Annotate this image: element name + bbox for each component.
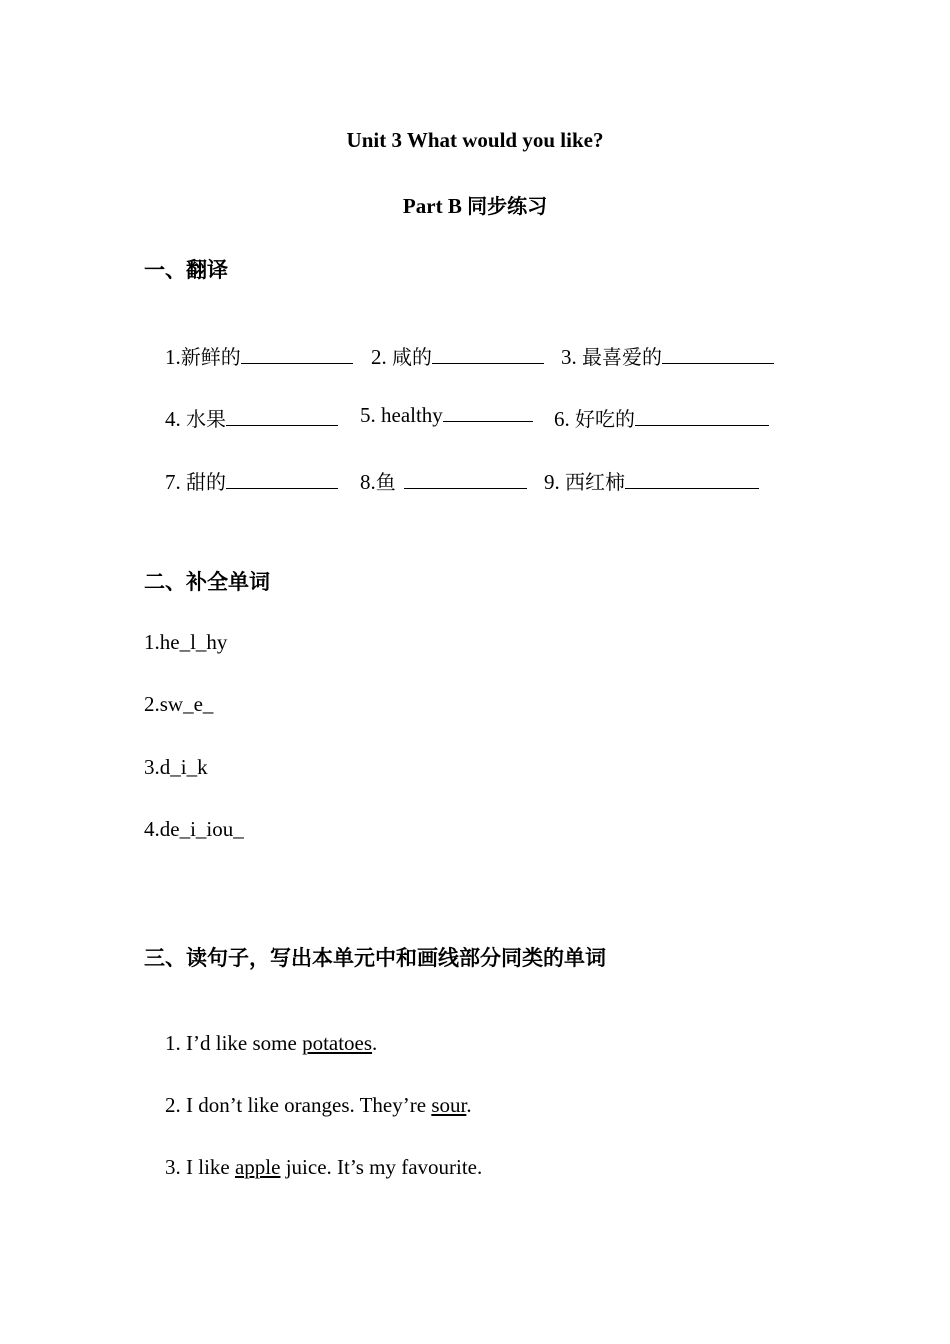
sentence-text: juice. It’s my favourite.: [280, 1155, 483, 1179]
page-title: Unit 3 What would you like?: [346, 128, 604, 152]
underlined-word: apple: [234, 1155, 281, 1179]
item-number: 2.: [371, 345, 392, 369]
fill-word-item-1: 1.he_l_hy: [144, 630, 228, 654]
item-word: healthy: [381, 403, 443, 427]
sentence-text: 3. I like: [165, 1155, 235, 1179]
sentence-text: 1. I’d like some: [165, 1031, 303, 1055]
item-number: 8.: [360, 470, 376, 494]
answer-blank[interactable]: [404, 470, 527, 489]
answer-blank[interactable]: [625, 470, 759, 489]
answer-blank[interactable]: [226, 470, 338, 489]
fill-word-item-2: 2.sw_e_: [144, 692, 214, 716]
fill-word-item-3: 3.d_i_k: [144, 755, 208, 779]
section3-heading: 三、读句子，写出本单元中和画线部分同类的单词: [144, 946, 606, 970]
translate-item-8: [339, 441, 527, 520]
sentence-text: .: [372, 1031, 378, 1055]
answer-blank[interactable]: [635, 407, 769, 426]
answer-blank[interactable]: [226, 407, 338, 426]
answer-blank[interactable]: [241, 345, 353, 364]
item-word: 最喜爱的: [582, 345, 662, 369]
item-word: 鱼: [375, 470, 396, 494]
sentence-text: 2. I don’t like oranges. They’re: [165, 1093, 432, 1117]
translate-item-7: [144, 441, 338, 520]
item-number: 6.: [554, 407, 575, 431]
item-word: 甜的: [186, 470, 226, 494]
item-word: 水果: [186, 407, 226, 431]
item-number: 1.: [165, 345, 181, 369]
item-number: 7.: [165, 470, 186, 494]
page-subtitle: [0, 190, 950, 219]
fill-word-item-4: 4.de_i_iou_: [144, 817, 244, 841]
answer-blank[interactable]: [432, 345, 544, 364]
underlined-word: potatoes: [302, 1031, 373, 1055]
answer-blank[interactable]: [443, 403, 533, 422]
item-word: 西红柿: [565, 470, 625, 494]
item-word: 新鲜的: [180, 345, 241, 369]
item-number: 3.: [561, 345, 582, 369]
subtitle-cjk: 同步练习: [467, 194, 548, 218]
sentence-text: .: [466, 1093, 472, 1117]
item-number: 5.: [360, 403, 381, 427]
item-word: 咸的: [392, 345, 432, 369]
item-number: 9.: [544, 470, 565, 494]
translate-item-9: [523, 441, 759, 520]
item-word: 好吃的: [575, 407, 635, 431]
section2-heading: 二、补全单词: [144, 570, 270, 594]
answer-blank[interactable]: [662, 345, 774, 364]
underlined-word: sour: [431, 1093, 467, 1117]
sentence-3: [144, 1130, 482, 1205]
section1-heading: 一、翻译: [144, 258, 228, 282]
item-number: 4.: [165, 407, 186, 431]
subtitle-latin: Part B: [402, 194, 468, 218]
